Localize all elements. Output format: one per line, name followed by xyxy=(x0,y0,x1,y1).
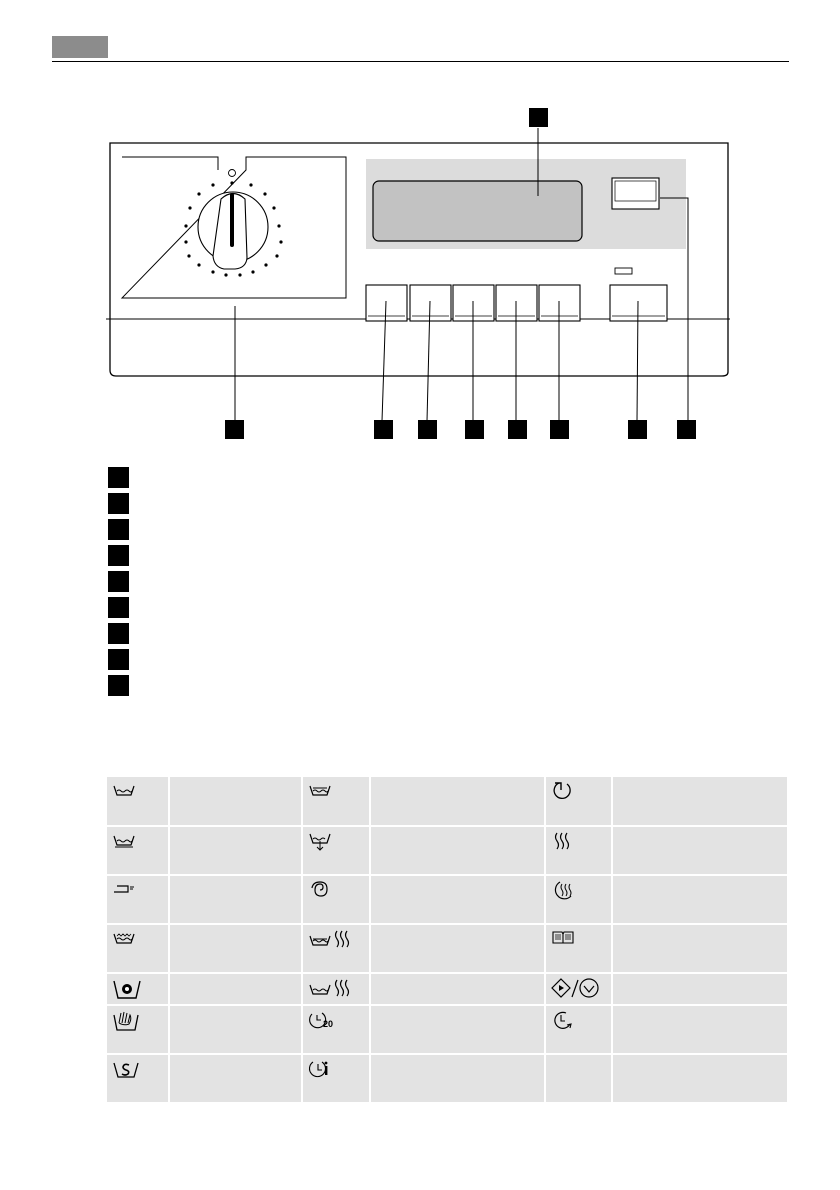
legend-marker xyxy=(108,649,129,670)
legend-item xyxy=(108,672,139,698)
legend-marker xyxy=(108,493,129,514)
iron-icon xyxy=(107,875,169,924)
wash-dry-light-icon xyxy=(302,973,369,1005)
table-cell xyxy=(612,924,787,973)
legend-list xyxy=(108,464,139,698)
legend-item xyxy=(108,542,139,568)
symbols-table xyxy=(107,777,787,1104)
table-cell xyxy=(612,875,787,924)
wash-tub-icon xyxy=(107,777,169,826)
wash-tub-heavy-icon xyxy=(302,777,369,826)
legend-marker xyxy=(108,597,129,618)
wash-dry-icon xyxy=(302,924,369,973)
rinse-hold-icon xyxy=(545,777,612,826)
hand-wash-icon xyxy=(107,1005,169,1054)
legend-item xyxy=(108,568,139,594)
table-cell xyxy=(169,1005,302,1054)
table-cell xyxy=(169,973,302,1005)
start-pause-icon xyxy=(545,973,612,1005)
legend-item xyxy=(108,646,139,672)
wool-icon xyxy=(107,973,169,1005)
table-row xyxy=(107,973,787,1005)
drying-timer-icon xyxy=(545,875,612,924)
table-cell xyxy=(370,826,545,875)
table-cell xyxy=(169,875,302,924)
table-cell xyxy=(169,924,302,973)
table-row xyxy=(107,1005,787,1054)
table-row xyxy=(107,875,787,924)
top-right-button xyxy=(612,178,659,209)
legend-item xyxy=(108,594,139,620)
legend-marker xyxy=(108,571,129,592)
table-cell xyxy=(370,875,545,924)
svg-text:20: 20 xyxy=(323,1019,334,1029)
table-cell xyxy=(370,777,545,826)
table-cell xyxy=(612,1005,787,1054)
legend-item xyxy=(108,620,139,646)
table-cell xyxy=(370,924,545,973)
table-cell xyxy=(612,1054,787,1103)
table-cell xyxy=(370,1005,545,1054)
table-row xyxy=(107,924,787,973)
table-cell xyxy=(370,973,545,1005)
empty-icon-cell xyxy=(545,1054,612,1103)
table-row xyxy=(107,777,787,826)
legend-item xyxy=(108,464,139,490)
legend-item xyxy=(108,490,139,516)
legend-marker xyxy=(108,675,129,696)
table-row xyxy=(107,826,787,875)
delay-start-icon xyxy=(545,1005,612,1054)
table-cell xyxy=(169,777,302,826)
wash-tub-intensive-icon xyxy=(107,924,169,973)
table-cell xyxy=(612,973,787,1005)
table-cell xyxy=(169,1054,302,1103)
legend-item xyxy=(108,516,139,542)
table-row xyxy=(107,1054,787,1103)
table-cell xyxy=(612,777,787,826)
drying-icon xyxy=(545,826,612,875)
table-cell xyxy=(169,826,302,875)
legend-marker xyxy=(108,545,129,566)
display-screen xyxy=(373,181,582,241)
legend-marker xyxy=(108,519,129,540)
silk-icon xyxy=(107,1054,169,1103)
time-info-icon xyxy=(302,1054,369,1103)
manual-book-icon xyxy=(545,924,612,973)
legend-marker xyxy=(108,467,129,488)
legend-marker xyxy=(108,623,129,644)
table-cell xyxy=(612,826,787,875)
spin-icon xyxy=(302,875,369,924)
control-panel-diagram xyxy=(0,0,840,450)
table-cell xyxy=(370,1054,545,1103)
drain-icon xyxy=(302,826,369,875)
wash-tub-eco-icon xyxy=(107,826,169,875)
time-20-icon xyxy=(302,1005,369,1054)
indicator-light xyxy=(615,268,632,274)
